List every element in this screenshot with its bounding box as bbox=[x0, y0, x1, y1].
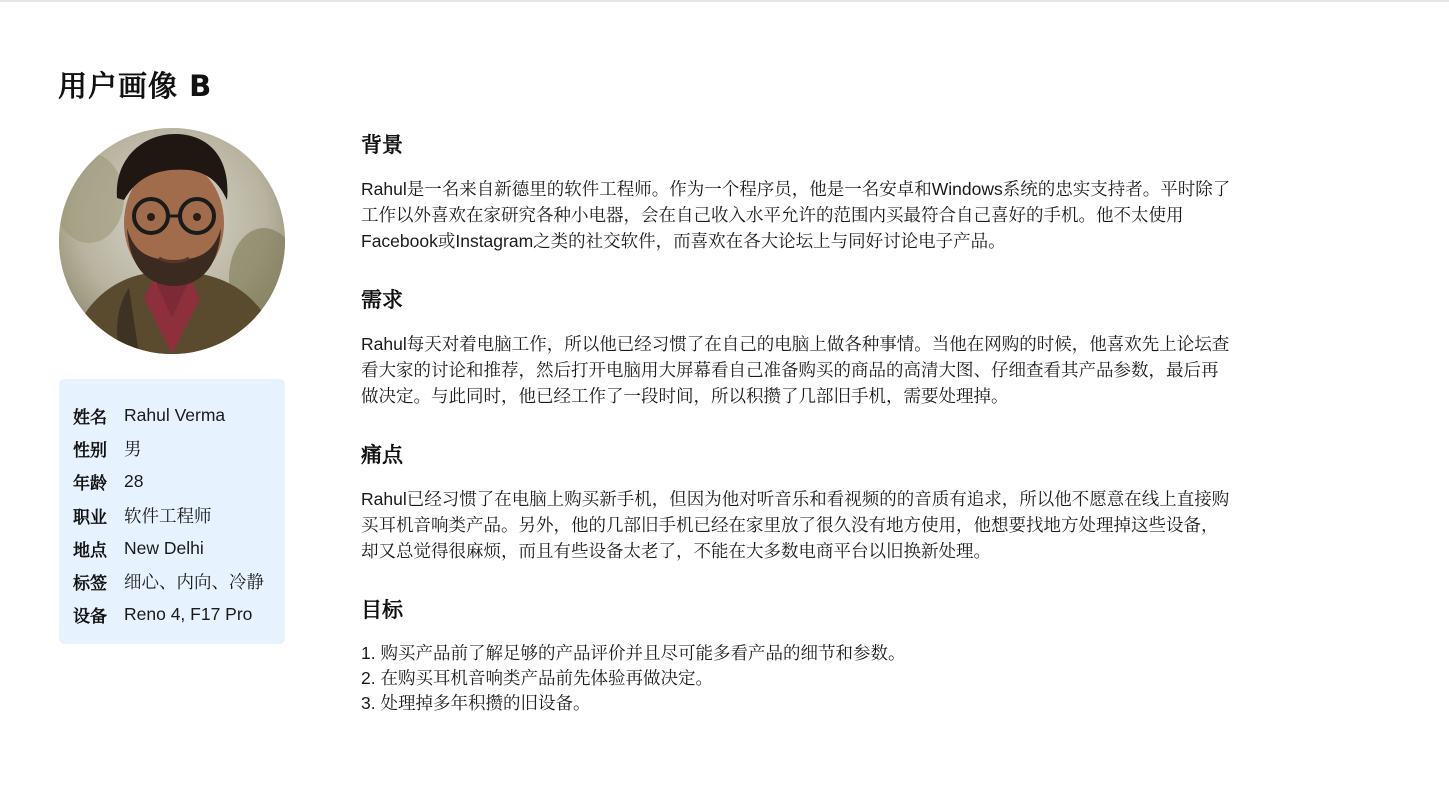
top-divider bbox=[0, 0, 1449, 2]
profile-value: 28 bbox=[124, 471, 144, 492]
profile-row-age bbox=[59, 465, 285, 498]
section-title: 需求 bbox=[361, 288, 403, 312]
profile-value: New Delhi bbox=[124, 537, 204, 558]
section-goals bbox=[361, 595, 905, 716]
profile-row-location bbox=[59, 532, 285, 565]
profile-info-card bbox=[59, 379, 285, 644]
body-line: 做决定。与此同时，他已经工作了一段时间，所以积攒了几部旧手机，需要处理掉。 bbox=[361, 386, 1009, 406]
body-line: Rahul每天对着电脑工作，所以他已经习惯了在自己的电脑上做各种事情。当他在网购的时候，他喜欢先上论坛查 bbox=[361, 334, 1230, 354]
goal-list bbox=[361, 641, 905, 716]
section-body bbox=[361, 486, 1229, 564]
profile-value: Rahul Verma bbox=[124, 405, 226, 426]
profile-value: 细心、内向、冷静 bbox=[124, 572, 264, 593]
body-line: 却又总觉得很麻烦，而且有些设备太老了，不能在大多数电商平台以旧换新处理。 bbox=[361, 541, 991, 561]
profile-value: Reno 4, F17 Pro bbox=[124, 604, 253, 625]
profile-key: 标签 bbox=[73, 574, 107, 595]
goal-item: 2. 在购买耳机音响类产品前先体验再做决定。 bbox=[361, 668, 713, 688]
profile-key: 地点 bbox=[73, 540, 107, 561]
body-line: Facebook或Instagram之类的社交软件，而喜欢在各大论坛上与同好讨论电子产品。 bbox=[361, 231, 1006, 251]
section-title: 背景 bbox=[361, 133, 403, 157]
profile-value: 软件工程师 bbox=[124, 505, 212, 526]
section-pain-points bbox=[361, 440, 1229, 564]
goal-item: 1. 购买产品前了解足够的产品评价并且尽可能多看产品的细节和参数。 bbox=[361, 643, 906, 663]
profile-key: 姓名 bbox=[73, 408, 107, 429]
avatar-portrait bbox=[59, 128, 285, 354]
profile-key: 职业 bbox=[73, 507, 107, 528]
section-title: 目标 bbox=[361, 598, 403, 622]
section-title: 痛点 bbox=[361, 443, 403, 467]
profile-value: 男 bbox=[124, 439, 142, 460]
profile-row-name bbox=[59, 399, 285, 432]
body-line: 工作以外喜欢在家研究各种小电器，会在自己收入水平允许的范围内买最符合自己喜好的手机。他不太使用 bbox=[361, 205, 1184, 225]
goal-item: 3. 处理掉多年积攒的旧设备。 bbox=[361, 693, 591, 713]
section-body bbox=[361, 331, 1229, 409]
section-needs bbox=[361, 285, 1229, 409]
profile-row-tags bbox=[59, 565, 285, 598]
avatar bbox=[59, 128, 285, 354]
section-background bbox=[361, 130, 1230, 254]
body-line: Rahul已经习惯了在电脑上购买新手机，但因为他对听音乐和看视频的的音质有追求，所以他不愿意在线上直接购 bbox=[361, 489, 1230, 509]
profile-key: 性别 bbox=[73, 441, 107, 462]
page-title: 用户画像 B bbox=[58, 69, 213, 103]
profile-row-gender bbox=[59, 432, 285, 465]
profile-key: 年龄 bbox=[73, 474, 107, 495]
body-line: 买耳机音响类产品。另外，他的几部旧手机已经在家里放了很久没有地方使用，他想要找地方处理掉这些设备， bbox=[361, 515, 1219, 535]
section-body bbox=[361, 176, 1230, 254]
profile-row-devices bbox=[59, 598, 285, 631]
profile-row-occupation bbox=[59, 499, 285, 532]
body-line: 看大家的讨论和推荐，然后打开电脑用大屏幕看自己准备购买的商品的高清大图、仔细查看其产品参数，最后再 bbox=[361, 360, 1219, 380]
body-line: Rahul是一名来自新德里的软件工程师。作为一个程序员，他是一名安卓和Windows系统的忠实支持者。平时除了 bbox=[361, 179, 1231, 199]
profile-key: 设备 bbox=[73, 607, 107, 628]
